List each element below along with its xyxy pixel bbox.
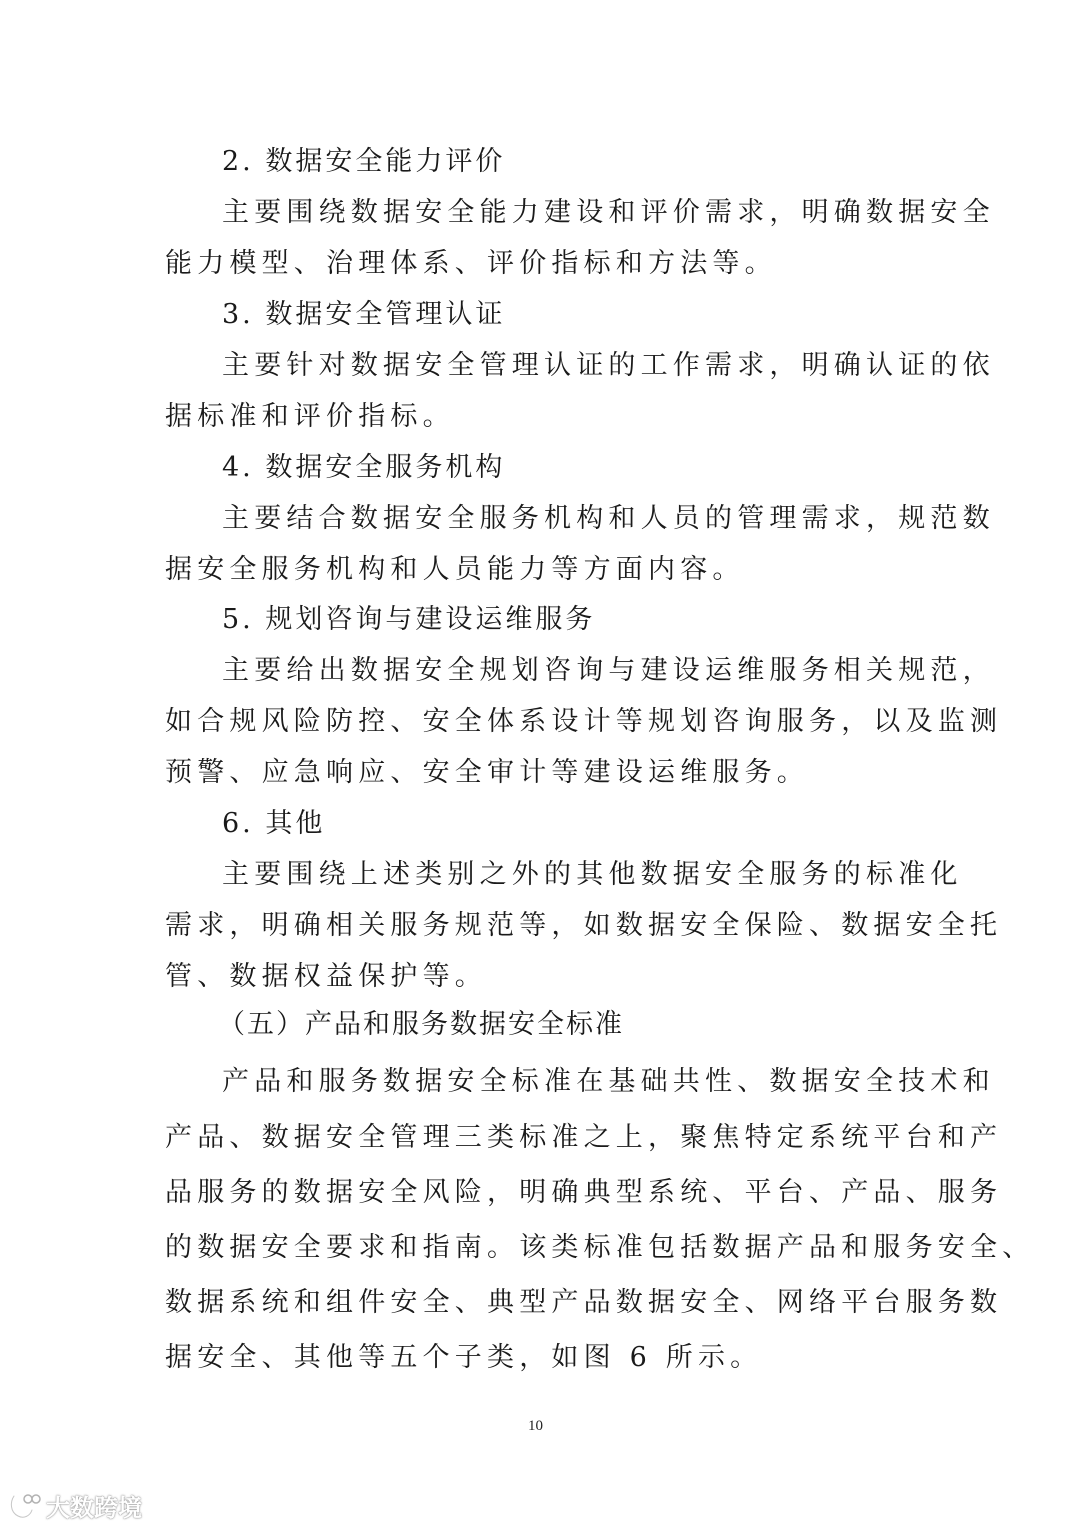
item-body-line: 主要结合数据安全服务机构和人员的管理需求，规范数 (222, 503, 995, 534)
item-body-line: 能力模型、治理体系、评价指标和方法等。 (165, 248, 777, 279)
item-body-line: 管、数据权益保护等。 (165, 961, 487, 992)
section-heading: （五）产品和服务数据安全标准 (218, 1009, 624, 1040)
item-heading-3: 3. 数据安全管理认证 (222, 299, 506, 330)
item-body-line: 据安全服务机构和人员能力等方面内容。 (165, 554, 745, 585)
item-body-line: 主要针对数据安全管理认证的工作需求，明确认证的依 (222, 350, 995, 381)
item-body-line: 主要围绕数据安全能力建设和评价需求，明确数据安全 (222, 197, 995, 228)
section-body-line: 品服务的数据安全风险，明确典型系统、平台、产品、服务 (165, 1177, 1003, 1208)
section-body-line: 产品和服务数据安全标准在基础共性、数据安全技术和 (222, 1066, 995, 1097)
item-heading-5: 5. 规划咨询与建设运维服务 (222, 604, 596, 635)
item-body-line: 据标准和评价指标。 (165, 401, 455, 432)
brand-logo-icon (8, 1492, 42, 1520)
item-heading-2: 2. 数据安全能力评价 (222, 146, 506, 177)
section-body-line: 据安全、其他等五个子类，如图 6 所示。 (165, 1342, 763, 1373)
item-body-line: 如合规风险防控、安全体系设计等规划咨询服务，以及监测 (165, 706, 1003, 737)
watermark (8, 1488, 142, 1523)
section-body-line: 数据系统和组件安全、典型产品数据安全、网络平台服务数 (165, 1287, 1003, 1318)
watermark-text: 大数跨境 (46, 1494, 142, 1522)
item-body-line: 预警、应急响应、安全审计等建设运维服务。 (165, 757, 809, 788)
item-body-line: 需求，明确相关服务规范等，如数据安全保险、数据安全托 (165, 910, 1003, 941)
section-body-line: 产品、数据安全管理三类标准之上，聚焦特定系统平台和产 (165, 1122, 1003, 1153)
item-body-line: 主要给出数据安全规划咨询与建设运维服务相关规范， (222, 655, 995, 686)
item-heading-6: 6. 其他 (222, 808, 326, 839)
item-heading-4: 4. 数据安全服务机构 (222, 452, 506, 483)
item-body-line: 主要围绕上述类别之外的其他数据安全服务的标准化 (222, 859, 963, 890)
page-number: 10 (528, 1418, 543, 1434)
section-body-line: 的数据安全要求和指南。该类标准包括数据产品和服务安全、 (165, 1232, 1035, 1263)
